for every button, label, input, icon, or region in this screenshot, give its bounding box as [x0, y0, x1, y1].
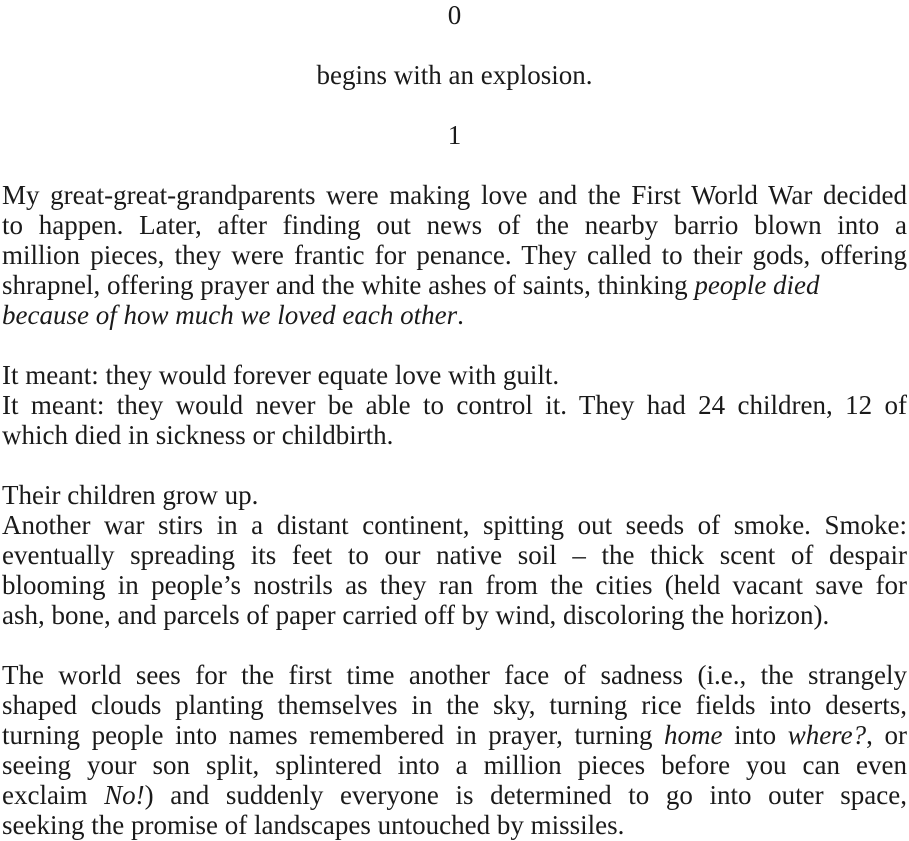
- italic-text: people died: [694, 270, 820, 300]
- section-number-0: 0: [447, 0, 462, 30]
- paragraph-line: blooming in people’s nostrils as they ran from the cities (held vacant save for: [2, 570, 907, 600]
- spacer: [2, 450, 907, 480]
- text-run: , or: [866, 720, 907, 750]
- paragraph-line: [2, 720, 907, 750]
- paragraph-line: which died in sickness or childbirth.: [2, 420, 394, 450]
- spacer: [2, 150, 907, 180]
- paragraph-line: eventually spreading its feet to our native soil – the thick scent of despair: [2, 540, 907, 570]
- italic-text: where?: [787, 720, 867, 750]
- section-0-text: begins with an explosion.: [316, 60, 593, 90]
- spacer: [2, 630, 907, 660]
- italic-text: because of how much we loved each other: [2, 300, 458, 330]
- paragraph-line: Another war stirs in a distant continent, spitting out seeds of smoke. Smoke:: [2, 510, 907, 540]
- paragraph-line: Their children grow up.: [2, 480, 259, 510]
- text-run: shrapnel, offering prayer and the white ashes of saints, thinking: [2, 270, 695, 300]
- spacer: [2, 330, 907, 360]
- text-run: exclaim: [2, 780, 105, 810]
- paragraph-4: [2, 660, 907, 840]
- paragraph-1: [2, 180, 907, 330]
- paragraph-3: [2, 480, 907, 630]
- document-page: [2, 0, 907, 840]
- text-run: into: [722, 720, 788, 750]
- paragraph-line: seeing your son split, splintered into a million pieces before you can even: [2, 750, 907, 780]
- paragraph-line: million pieces, they were frantic for penance. They called to their gods, offering: [2, 240, 907, 270]
- paragraph-line: shaped clouds planting themselves in the sky, turning rice fields into deserts,: [2, 690, 907, 720]
- paragraph-line: The world sees for the first time another face of sadness (i.e., the strangely: [2, 660, 907, 690]
- paragraph-line: [2, 300, 907, 330]
- paragraph-line: It meant: they would never be able to control it. They had 24 children, 12 of: [2, 390, 907, 420]
- italic-text: No!: [104, 780, 145, 810]
- text-run: .: [457, 300, 464, 330]
- paragraph-2: [2, 360, 907, 450]
- paragraph-line: ash, bone, and parcels of paper carried off by wind, discoloring the horizon).: [2, 600, 830, 630]
- paragraph-line: [2, 270, 907, 300]
- text-run: turning people into names remembered in prayer, turning: [2, 720, 665, 750]
- paragraph-line: It meant: they would forever equate love with guilt.: [2, 360, 560, 390]
- paragraph-line: My great-great-grandparents were making love and the First World War decided: [2, 180, 907, 210]
- text-run: ) and suddenly everyone is determined to go into outer space,: [144, 780, 907, 810]
- italic-text: home: [664, 720, 723, 750]
- paragraph-line: seeking the promise of landscapes untouched by missiles.: [2, 810, 625, 840]
- paragraph-line: to happen. Later, after finding out news of the nearby barrio blown into a: [2, 210, 907, 240]
- paragraph-line: [2, 780, 907, 810]
- spacer: [2, 30, 907, 60]
- section-number-1: 1: [447, 120, 462, 150]
- spacer: [2, 90, 907, 120]
